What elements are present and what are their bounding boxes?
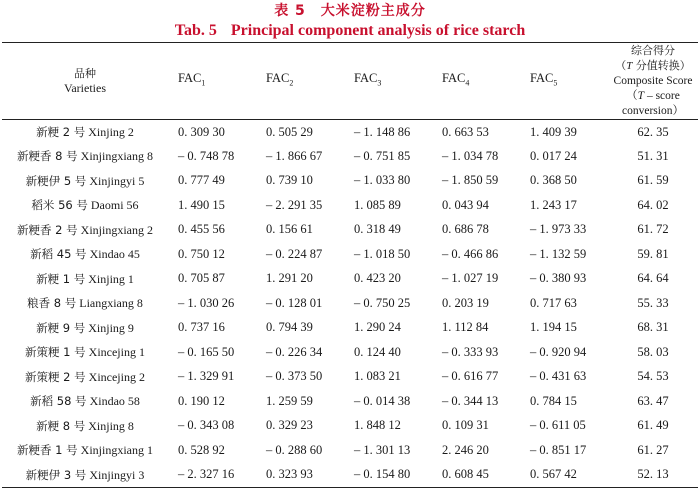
fac1-value: – 1. 329 91 (178, 369, 235, 384)
fac1-value: 0. 705 87 (178, 271, 225, 286)
table-body (2, 120, 698, 488)
table-title: Principal component analysis of rice starch (230, 22, 526, 39)
variety-name-cn: 新粳 9 号 (36, 320, 86, 335)
variety-cell (2, 316, 168, 341)
fac4-value: 2. 246 20 (442, 442, 489, 457)
fac2-value: 0. 505 29 (266, 124, 313, 139)
fac5-value: – 1. 132 59 (530, 246, 587, 261)
variety-name-en: Xindao 58 (89, 394, 140, 409)
table-caption-en (0, 21, 700, 41)
table-number: Tab. 5 (174, 22, 217, 39)
header-fac3: $FAC_3$ (344, 43, 432, 120)
fac5-value: 0. 567 42 (520, 463, 608, 488)
header-fac4: $FAC_4$ (432, 43, 520, 120)
composite-score-value: 51. 31 (637, 148, 669, 163)
fac1-value: 0. 777 49 (178, 173, 225, 188)
header-score-cn-1: 综合得分 (631, 44, 675, 57)
fac4-value: – 0. 616 77 (442, 369, 499, 384)
fac3-value: 0. 423 20 (354, 271, 401, 286)
variety-cell (2, 193, 168, 218)
variety-name-cn: 新粳香 1 号 (17, 443, 78, 458)
fac2-value: 0. 329 23 (266, 418, 313, 433)
fac4-value: 1. 112 84 (442, 320, 489, 335)
fac2-value: 0. 323 93 (256, 463, 344, 488)
fac5-value: 0. 368 50 (530, 173, 577, 188)
variety-name-cn: 新粳伊 5 号 (25, 173, 87, 188)
composite-score-value: 61. 49 (637, 418, 669, 433)
fac4-value: – 1. 850 59 (442, 173, 499, 188)
fac2-value: – 0. 288 60 (266, 442, 323, 457)
table-row (2, 169, 698, 194)
variety-cell (2, 120, 168, 145)
fac1-value: 0. 750 12 (178, 246, 225, 261)
header-score-en-1: Composite Score (613, 75, 693, 87)
variety-cell (2, 414, 168, 439)
variety-cell (2, 218, 168, 243)
variety-name-cn: 新粳香 2 号 (17, 222, 78, 237)
variety-name-en: Xindao 45 (89, 247, 140, 262)
fac5-value: 1. 409 39 (530, 124, 577, 139)
variety-cell (2, 340, 168, 365)
fac3-value: – 1. 033 80 (354, 173, 411, 188)
fac3-value: – 0. 014 38 (354, 393, 411, 408)
table-caption-cn: 表 5 大米淀粉主成分 (274, 3, 426, 19)
variety-name-cn: 新粳 1 号 (36, 271, 86, 286)
fac1-value: – 0. 343 08 (178, 418, 235, 433)
fac5-value: – 1. 973 33 (530, 222, 587, 237)
variety-name-en: Xinjingxiang 2 (80, 222, 153, 237)
variety-name-en: Xincejing 1 (88, 345, 145, 360)
fac5-value: 0. 717 63 (530, 295, 577, 310)
variety-cell (2, 242, 168, 267)
composite-score-value: 54. 53 (637, 369, 669, 384)
table-row (2, 193, 698, 218)
composite-score-value: 64. 02 (637, 197, 669, 212)
fac1-value: – 1. 030 26 (178, 295, 235, 310)
composite-score-value: 61. 59 (637, 173, 669, 188)
variety-name-en: Xinjing 8 (88, 418, 134, 433)
composite-score-value: 58. 03 (637, 344, 669, 359)
fac4-value: 0. 203 19 (442, 295, 489, 310)
table-row (2, 463, 698, 488)
fac3-value: 0. 124 40 (354, 344, 401, 359)
fac3-value: 1. 290 24 (354, 320, 401, 335)
header-fac5: $FAC_5$ (520, 43, 608, 120)
fac4-value: – 0. 333 93 (442, 344, 499, 359)
variety-cell (2, 365, 168, 390)
fac2-value: 0. 739 10 (266, 173, 313, 188)
fac5-value: – 0. 431 63 (530, 369, 587, 384)
composite-score-value: 62. 35 (637, 124, 669, 139)
header-row (2, 43, 698, 120)
pca-table (2, 42, 698, 488)
variety-name-cn: 新粳伊 3 号 (25, 467, 87, 482)
variety-name-cn: 新稻 45 号 (30, 247, 87, 262)
composite-score-value: 68. 31 (637, 320, 669, 335)
table-row (2, 340, 698, 365)
fac5-value: – 0. 380 93 (530, 271, 587, 286)
table-row (2, 144, 698, 169)
table-row (2, 291, 698, 316)
variety-name-en: Xinjing 2 (88, 125, 134, 139)
fac5-value: – 0. 611 05 (530, 418, 586, 433)
variety-name-cn: 新策粳 1 号 (25, 345, 86, 360)
variety-name-en: Liangxiang 8 (79, 296, 143, 311)
variety-name-cn: 新策粳 2 号 (25, 369, 86, 384)
fac1-value: – 0. 165 50 (178, 344, 235, 359)
fac1-value: – 0. 748 78 (178, 148, 235, 163)
variety-name-en: Daomi 56 (90, 198, 139, 213)
fac1-value: 0. 190 12 (178, 393, 225, 408)
fac3-value: 1. 083 21 (354, 369, 401, 384)
fac3-value: 1. 085 89 (354, 197, 401, 212)
fac3-value: – 0. 751 85 (354, 148, 411, 163)
table-row (2, 242, 698, 267)
header-fac1: $FAC_1$ (168, 43, 256, 120)
table-row (2, 389, 698, 414)
fac5-value: 1. 243 17 (530, 197, 577, 212)
variety-name-en: Xinjing 1 (88, 271, 134, 286)
fac3-value: 1. 848 12 (354, 418, 401, 433)
fac1-value: 0. 309 30 (178, 124, 225, 139)
variety-name-cn: 新粳 8 号 (36, 418, 86, 433)
fac2-value: – 0. 226 34 (266, 344, 323, 359)
variety-cell (2, 169, 168, 194)
fac3-value: – 1. 148 86 (354, 124, 411, 139)
fac3-value: – 0. 750 25 (354, 295, 411, 310)
variety-name-en: Xinjing 9 (88, 320, 134, 335)
table-row (2, 316, 698, 341)
composite-score-value: 55. 33 (637, 295, 669, 310)
variety-cell (2, 463, 168, 488)
fac5-value: – 0. 851 17 (530, 442, 587, 457)
variety-name-en: Xinjingxiang 1 (80, 443, 153, 458)
header-varieties-cn: 品种 (74, 67, 96, 80)
variety-name-cn: 新粳 2 号 (36, 125, 86, 139)
variety-name-cn: 新粳香 8 号 (17, 149, 78, 164)
header-varieties-en: Varieties (64, 81, 106, 95)
fac2-value: – 2. 291 35 (266, 197, 323, 212)
fac4-value: 0. 043 94 (442, 197, 489, 212)
header-score-cn-2: （T 分值转换） (615, 59, 691, 72)
composite-score-value: 52. 13 (608, 463, 698, 488)
variety-cell (2, 291, 168, 316)
variety-name-en: Xincejing 2 (88, 369, 145, 384)
composite-score-value: 59. 81 (637, 246, 669, 261)
table-row (2, 267, 698, 292)
variety-name-cn: 新稻 58 号 (30, 394, 87, 409)
fac3-value: 0. 318 49 (354, 222, 401, 237)
table-row (2, 218, 698, 243)
fac2-value: – 0. 373 50 (266, 369, 323, 384)
fac5-value: 0. 017 24 (530, 148, 577, 163)
fac1-value: 1. 490 15 (178, 197, 225, 212)
header-fac2: $FAC_2$ (256, 43, 344, 120)
fac1-value: 0. 528 92 (178, 442, 225, 457)
table-row (2, 438, 698, 463)
variety-cell (2, 267, 168, 292)
fac3-value: – 1. 018 50 (354, 246, 411, 261)
fac2-value: 1. 259 59 (266, 393, 313, 408)
variety-name-en: Xinjingyi 5 (89, 173, 145, 188)
composite-score-value: 63. 47 (637, 393, 669, 408)
variety-cell (2, 144, 168, 169)
fac2-value: – 1. 866 67 (266, 148, 323, 163)
fac2-value: – 0. 224 87 (266, 246, 323, 261)
fac1-value: 0. 737 16 (178, 320, 225, 335)
fac5-value: 1. 194 15 (530, 320, 577, 335)
variety-name-en: Xinjingyi 3 (89, 467, 145, 482)
variety-cell (2, 438, 168, 463)
fac1-value: 0. 455 56 (178, 222, 225, 237)
variety-cell (2, 389, 168, 414)
composite-score-value: 64. 64 (637, 271, 669, 286)
fac3-value: – 0. 154 80 (344, 463, 432, 488)
fac5-value: 0. 784 15 (530, 393, 577, 408)
table-row (2, 120, 698, 145)
variety-name-cn: 粮香 8 号 (27, 296, 77, 311)
fac2-value: 1. 291 20 (266, 271, 313, 286)
fac2-value: 0. 794 39 (266, 320, 313, 335)
header-varieties (2, 43, 168, 120)
fac4-value: – 1. 027 19 (442, 271, 499, 286)
fac3-value: – 1. 301 13 (354, 442, 411, 457)
fac1-value: – 2. 327 16 (168, 463, 256, 488)
fac4-value: 0. 608 45 (432, 463, 520, 488)
composite-score-value: 61. 27 (637, 442, 669, 457)
fac4-value: 0. 686 78 (442, 222, 489, 237)
header-composite-score (608, 43, 698, 120)
fac4-value: – 0. 466 86 (442, 246, 499, 261)
table-row (2, 365, 698, 390)
fac5-value: – 0. 920 94 (530, 344, 587, 359)
variety-name-en: Xinjingxiang 8 (80, 149, 153, 164)
variety-name-cn: 稻米 56 号 (31, 198, 88, 213)
table-row (2, 414, 698, 439)
fac4-value: – 0. 344 13 (442, 393, 499, 408)
header-score-en-2: （T – score conversion） (622, 90, 684, 117)
composite-score-value: 61. 72 (637, 222, 669, 237)
fac2-value: 0. 156 61 (266, 222, 313, 237)
fac4-value: 0. 109 31 (442, 418, 489, 433)
fac4-value: – 1. 034 78 (442, 148, 499, 163)
fac2-value: – 0. 128 01 (266, 295, 323, 310)
fac4-value: 0. 663 53 (442, 124, 489, 139)
